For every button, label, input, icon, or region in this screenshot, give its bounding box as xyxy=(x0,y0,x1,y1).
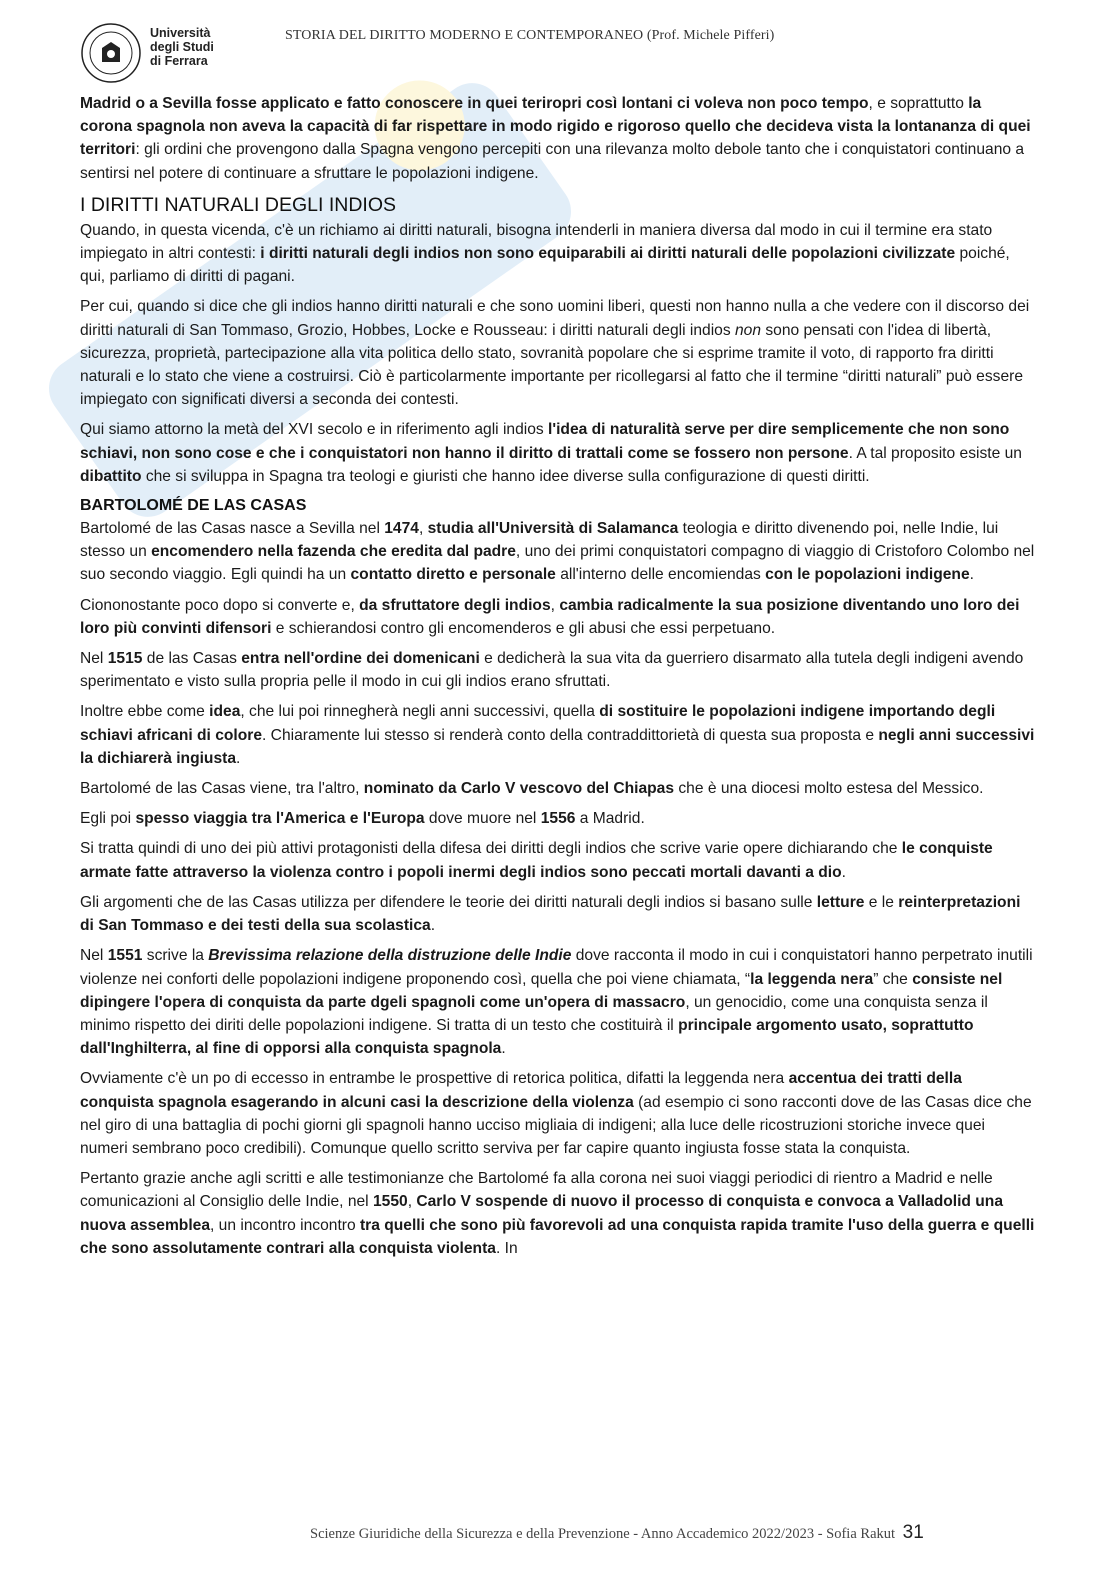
paragraph: Per cui, quando si dice che gli indios hanno diritti naturali e che sono uomini liberi, questi non hanno nulla a che vedere con il discorso dei diritti naturali di San Tommaso, Grozio, Hobbes, Locke e Rousseau: i diritti naturali degli indios non sono pensati con l'idea di libertà, sicurezza, proprietà, partecipazione alla vita politica dello stato, sovranità popolare che si esprime tramite il voto, di rapporto fra diritti naturali e lo stato che viene a costruirsi. Ciò è particolarmente importante per ricollegarsi al fatto che il termine “diritti naturali” può essere impiegato con significati diversi a seconda dei contesti. xyxy=(80,298,1030,409)
paragraph: Madrid o a Sevilla fosse applicato e fatto conoscere in quei teriropri così lontani ci voleva non poco tempo, e soprattutto la corona spagnola non aveva la capacità di far rispettare in modo rigido e rigoroso quello che decideva vista la lontananza di quei territori: gli ordini che provengono dalla Spagna vengono percepiti con una rilevanza molto debole tanto che i conquistatori continuano a sentirsi nel potere di continuare a sfruttare le popolazioni indigene. xyxy=(80,95,1031,182)
paragraph: Egli poi spesso viaggia tra l'America e l'Europa dove muore nel 1556 a Madrid. xyxy=(80,810,645,828)
subsection-heading: BARTOLOMÉ DE LAS CASAS xyxy=(80,497,307,515)
running-title: STORIA DEL DIRITTO MODERNO E CONTEMPORANEO (Prof. Michele Pifferi) xyxy=(285,28,775,43)
paragraph: Ciononostante poco dopo si converte e, da sfruttatore degli indios, cambia radicalmente la sua posizione diventando uno loro dei loro più convinti difensori e schierandosi contro gli encomenderos e gli abusi che essi perpetuano. xyxy=(80,596,1020,637)
page-number: 31 xyxy=(902,1522,924,1543)
university-seal-icon xyxy=(80,22,142,84)
paragraph: Quando, in questa vicenda, c'è un richiamo ai diritti naturali, bisogna intenderli in maniera diversa dal modo in cui il termine era stato impiegato in altri contesti: i diritti naturali degli indios non sono equiparabili ai diritti naturali delle popolazioni civilizzate poiché, qui, parliamo di diritti di pagani. xyxy=(80,221,1010,286)
footer-text: Scienze Giuridiche della Sicurezza e della Prevenzione - Anno Accademico 2022/2023 - Sofia Rakut xyxy=(310,1526,896,1542)
paragraph: Ovviamente c'è un po di eccesso in entrambe le prospettive di retorica politica, difatti la leggenda nera accentua dei tratti della conquista spagnola esagerando in alcuni casi la descrizione della violenza (ad esempio ci sono racconti dove de las Casas dice che nel giro di una battaglia di pochi giorni gli spagnoli hanno ucciso migliaia di indigeni; alla luce delle ricostruzioni storiche invece quei numeri sembrano poco credibili). Comunque quello scritto serviva per far capire quanto ingiusta fosse stata la conquista. xyxy=(80,1070,1032,1157)
page-body xyxy=(80,92,1036,1267)
paragraph: Inoltre ebbe come idea, che lui poi rinnegherà negli anni successivi, quella di sostituire le popolazioni indigene importando degli schiavi africani di colore. Chiaramente lui stesso si renderà conto della contraddittorietà di questa sua proposta e negli anni successivi la dichiarerà ingiusta. xyxy=(80,703,1035,767)
paragraph: Bartolomé de las Casas nasce a Sevilla nel 1474, studia all'Università di Salamanca teologia e diritto divenendo poi, nelle Indie, lui stesso un encomendero nella fazenda che eredita dal padre, uno dei primi conquistatori compagno di viaggio di Cristoforo Colombo nel suo secondo viaggio. Egli quindi ha un contatto diretto e personale all'interno delle encomiendas con le popolazioni indigene. xyxy=(80,520,1035,584)
paragraph: Bartolomé de las Casas viene, tra l'altro, nominato da Carlo V vescovo del Chiapas che è una diocesi molto estesa del Messico. xyxy=(80,780,984,798)
paragraph: Gli argomenti che de las Casas utilizza per difendere le teorie dei diritti naturali degli indios si basano sulle letture e le reinterpretazioni di San Tommaso e dei testi della sua scolastica. xyxy=(80,893,1021,935)
page-header xyxy=(80,20,1040,80)
paragraph: Pertanto grazie anche agli scritti e alle testimonianze che Bartolomé fa alla corona nei suoi viaggi periodici di rientro a Madrid e nelle comunicazioni al Consiglio delle Indie, nel 1550, Carlo V sospende di nuovo il processo di conquista e convoca a Valladolid una nuova assemblea, un incontro incontro tra quelli che sono più favorevoli ad una conquista rapida tramite l'uso della guerra e quelli che sono assolutamente contrari alla conquista violenta. In xyxy=(80,1170,1035,1257)
paragraph: Nel 1515 de las Casas entra nell'ordine dei domenicani e dedicherà la sua vita da guerriero disarmato alla tutela degli indigeni avendo sperimentato e visto sulla propria pelle il modo in cui gli indios erano sfruttati. xyxy=(80,650,1024,691)
paragraph: Si tratta quindi di uno dei più attivi protagonisti della difesa dei diritti degli indios che scrive varie opere dichiarando che le conquiste armate fatte attraverso la violenza contro i popoli inermi degli indios sono peccati mortali davanti a dio. xyxy=(80,840,993,881)
page-footer xyxy=(310,1522,1030,1544)
paragraph: Qui siamo attorno la metà del XVI secolo e in riferimento agli indios l'idea di naturalità serve per dire semplicemente che non sono schiavi, non sono cose e che i conquistatori non hanno il diritto di trattali come se fossero non persone. A tal proposito esiste un dibattito che si sviluppa in Spagna tra teologi e giuristi che hanno idee diverse sulla configurazione di questi diritti. xyxy=(80,421,1022,485)
section-heading: I DIRITTI NATURALI DEGLI INDIOS xyxy=(80,193,397,216)
university-name: Università degli Studi di Ferrara xyxy=(150,26,214,68)
paragraph: Nel 1551 scrive la Brevissima relazione della distruzione delle Indie dove racconta il modo in cui i conquistatori hanno perpetrato inutili violenze nei conforti delle popolazioni indigene proponendo così, quella che poi viene chiamata, “la leggenda nera” che consiste nel dipingere l'opera di conquista da parte dgeli spagnoli come un'opera di massacro, un genocidio, come una conquista senza il minimo rispetto dei diriti delle popolazioni indigene. Si tratta di un testo che costituirà il principale argomento usato, soprattutto dall'Inghilterra, al fine di opporsi alla conquista spagnola. xyxy=(80,947,1033,1058)
